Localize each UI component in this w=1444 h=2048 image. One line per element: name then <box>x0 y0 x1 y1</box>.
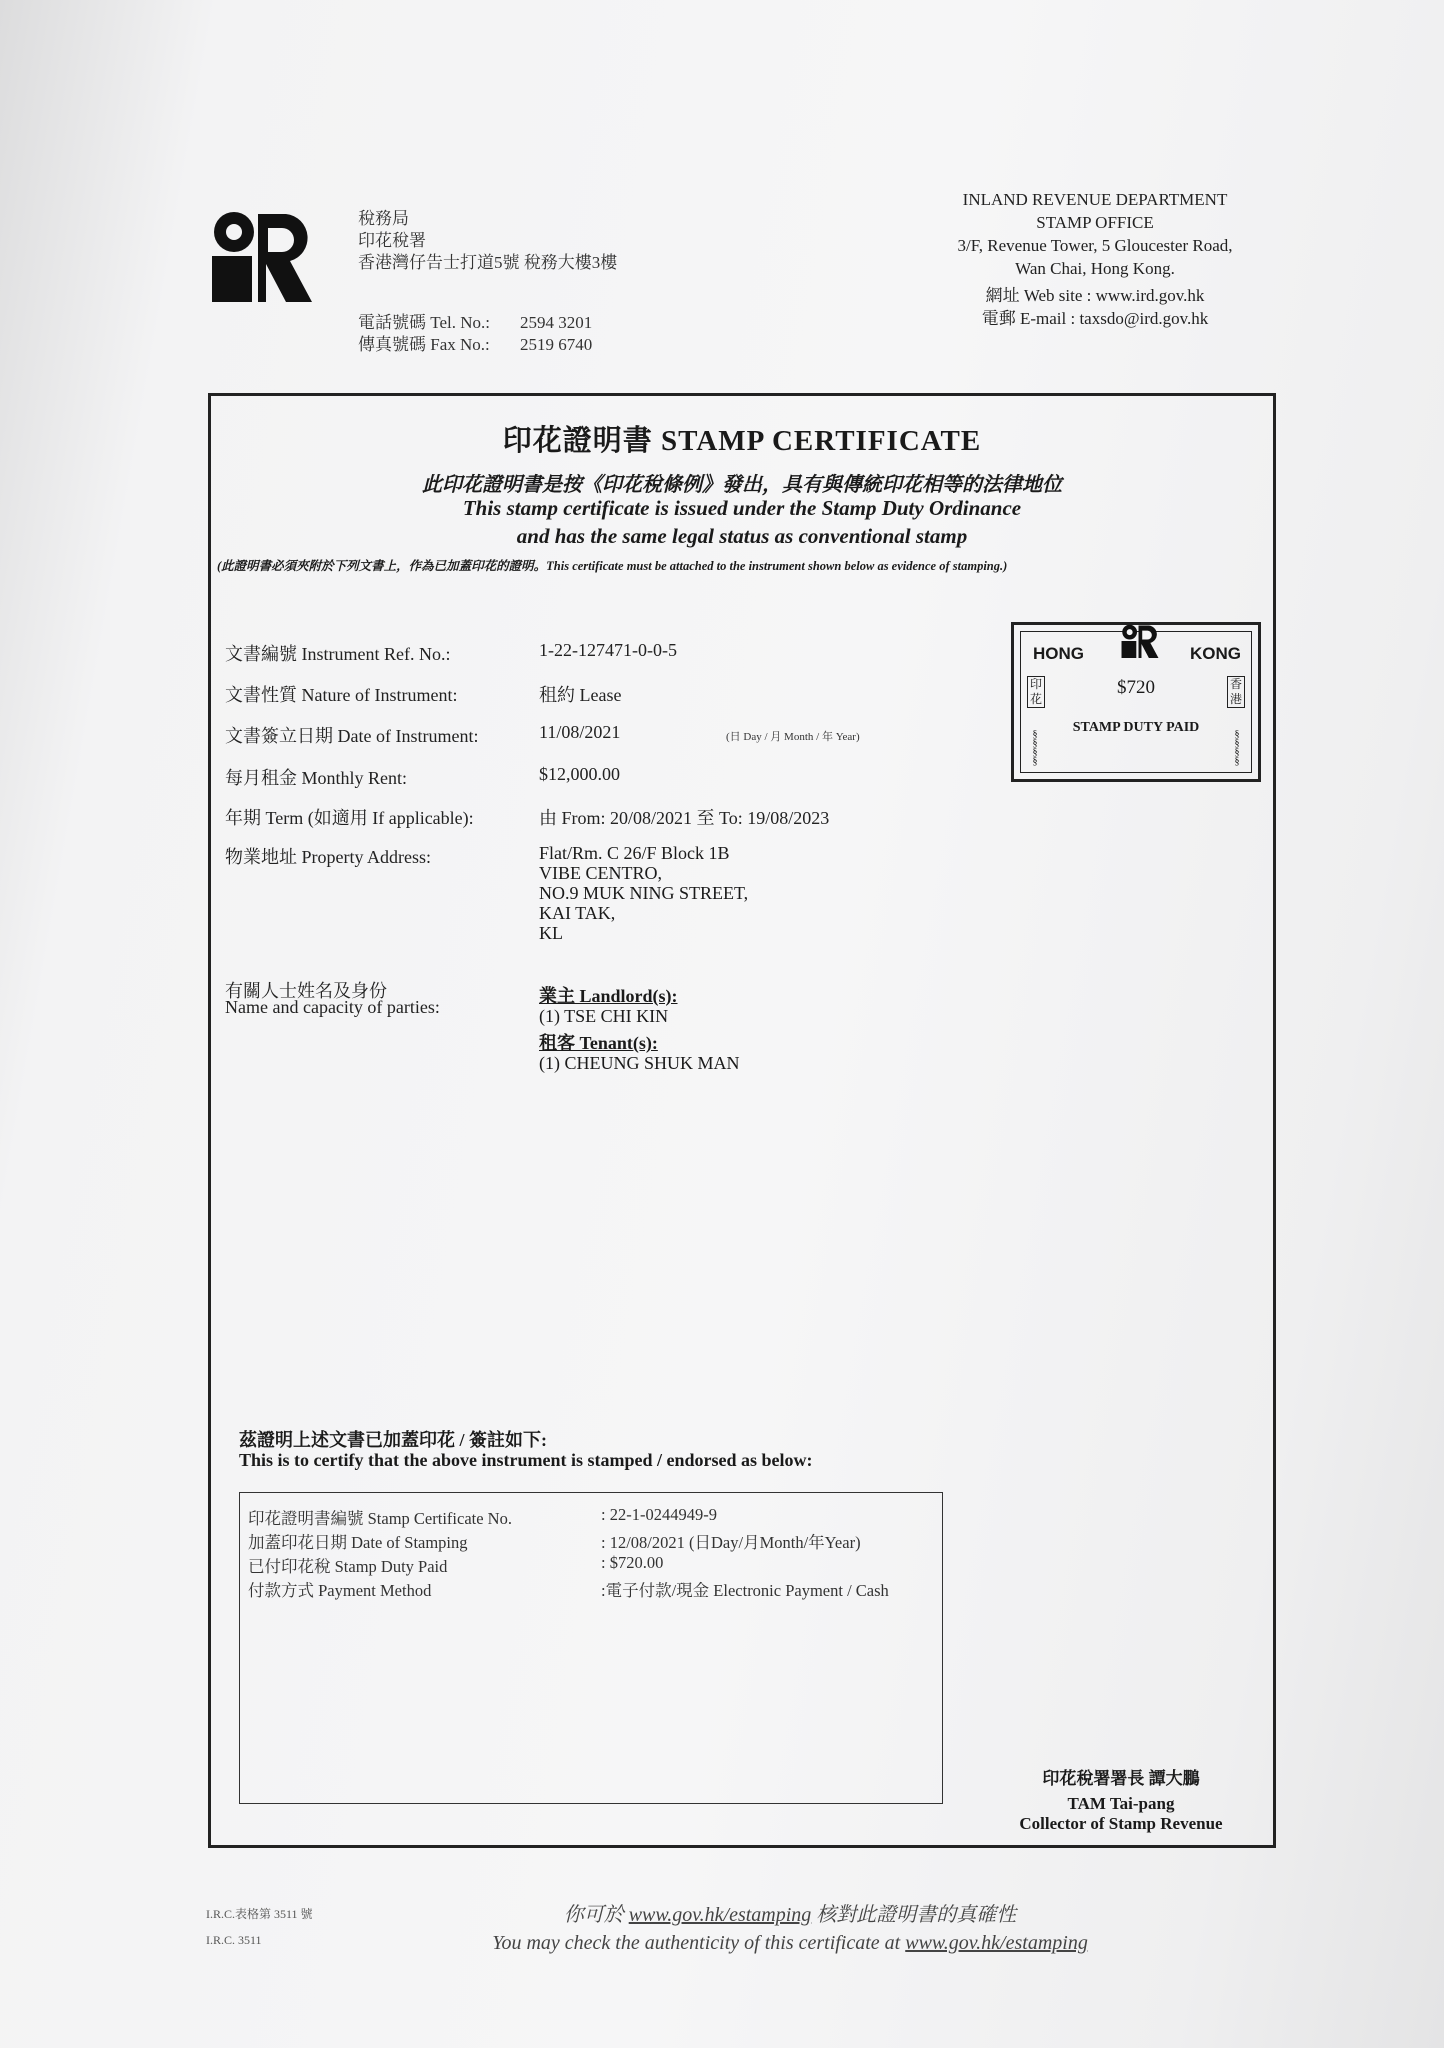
stamp-kong: KONG <box>1190 644 1241 663</box>
ref-value: 1-22-127471-0-0-5 <box>539 640 677 660</box>
stamp-date-value: : 12/08/2021 (日Day/月Month/年Year) <box>601 1533 861 1552</box>
fax-line <box>358 334 617 356</box>
form-number-cn: I.R.C.表格第 3511 號 <box>206 1907 313 1921</box>
tel-value: 2594 3201 <box>520 313 593 332</box>
header-chinese-block <box>358 208 617 356</box>
stamp-paid-text: STAMP DUTY PAID <box>1072 720 1200 735</box>
address-line: KAI TAK, <box>539 903 616 923</box>
rent-value: $12,000.00 <box>539 764 620 784</box>
website: 網址 Web site : www.ird.gov.hk <box>985 286 1205 305</box>
ird-logo-icon <box>212 210 312 302</box>
stamp-ird-logo-icon <box>1117 624 1163 658</box>
stamp-side-right: 香港 <box>1227 676 1245 708</box>
duty-value: : $720.00 <box>601 1553 664 1572</box>
department-name: INLAND REVENUE DEPARTMENT <box>962 190 1228 209</box>
date-label: 文書簽立日期 Date of Instrument: <box>225 726 479 746</box>
collector-name: TAM Tai-pang <box>1067 1794 1175 1813</box>
stamp-date-label: 加蓋印花日期 Date of Stamping <box>248 1533 468 1552</box>
address-line: KL <box>539 923 563 943</box>
footer-check-en <box>290 1932 1290 1955</box>
endorsement-box <box>239 1492 943 1804</box>
attachment-notice: (此證明書必須夾附於下列文書上，作為已加蓋印花的證明。This certificate must be attached to the instrument shown below as evidence of stamping.) <box>217 559 1008 573</box>
parties-label-cn: 有關人士姓名及身份 <box>225 981 387 1001</box>
stamp-knot-icon: § § § § <box>1234 729 1240 767</box>
tel-label: 電話號碼 Tel. No.: <box>358 313 490 332</box>
stamp-hong: HONG <box>1033 644 1084 663</box>
footer-en-pre: You may check the authenticity of this certificate at <box>492 1932 901 1954</box>
stamp-duty-paid-stamp <box>1011 622 1261 782</box>
stamp-side-left: 印花 <box>1027 676 1045 708</box>
header-cn-line: 稅務局 <box>358 209 409 228</box>
address-line: VIBE CENTRO, <box>539 863 662 883</box>
certificate-title: 印花證明書 STAMP CERTIFICATE <box>502 425 982 457</box>
certify-heading-cn: 茲證明上述文書已加蓋印花 / 簽註如下: <box>239 1430 547 1450</box>
nature-label: 文書性質 Nature of Instrument: <box>225 685 458 705</box>
certificate-frame <box>208 393 1276 1848</box>
cert-no-value: : 22-1-0244949-9 <box>601 1505 717 1524</box>
date-value: 11/08/2021 <box>539 722 621 742</box>
ref-label: 文書編號 Instrument Ref. No.: <box>225 644 451 664</box>
landlord-name: (1) TSE CHI KIN <box>539 1006 669 1026</box>
stamp-amount: $720 <box>1117 677 1155 698</box>
nature-value: 租約 Lease <box>539 685 622 705</box>
date-format-hint: (日 Day / 月 Month / 年 Year) <box>726 731 860 743</box>
property-address <box>539 843 748 943</box>
estamping-link[interactable]: www.gov.hk/estamping <box>628 1904 812 1926</box>
email: 電郵 E-mail : taxsdo@ird.gov.hk <box>981 309 1209 328</box>
stamp-inner-border <box>1020 631 1252 773</box>
fax-label: 傳真號碼 Fax No.: <box>358 335 490 354</box>
subtitle-en-2: and has the same legal status as conventional stamp <box>516 524 968 548</box>
footer-cn-post: 核對此證明書的真確性 <box>816 1904 1017 1926</box>
footer-check-cn <box>290 1898 1290 1927</box>
header-cn-line: 印花稅署 <box>358 231 426 250</box>
term-label: 年期 Term (如適用 If applicable): <box>225 808 474 828</box>
fax-value: 2519 6740 <box>520 335 593 354</box>
cert-no-label: 印花證明書編號 Stamp Certificate No. <box>248 1509 512 1528</box>
address-line: Flat/Rm. C 26/F Block 1B <box>539 843 730 863</box>
header-cn-line: 香港灣仔告士打道5號 稅務大樓3樓 <box>358 253 618 272</box>
form-number-en: I.R.C. 3511 <box>206 1933 262 1947</box>
tenant-label: 租客 Tenant(s): <box>539 1033 658 1053</box>
address-line: 3/F, Revenue Tower, 5 Gloucester Road, <box>957 236 1233 255</box>
collector-title-cn: 印花稅署署長 譚大鵬 <box>1042 1769 1200 1788</box>
tenant-name: (1) CHEUNG SHUK MAN <box>539 1053 740 1073</box>
footer-cn-pre: 你可於 <box>563 1904 624 1926</box>
address-line: Wan Chai, Hong Kong. <box>1015 259 1175 278</box>
certify-heading-en: This is to certify that the above instrument is stamped / endorsed as below: <box>239 1450 813 1470</box>
header-english-block <box>915 188 1275 330</box>
method-value: :電子付款/現金 Electronic Payment / Cash <box>601 1581 889 1600</box>
office-name: STAMP OFFICE <box>1036 213 1154 232</box>
tel-line <box>358 312 617 334</box>
subtitle-cn: 此印花證明書是按《印花稅條例》發出，具有與傳統印花相等的法律地位 <box>422 474 1062 496</box>
method-label: 付款方式 Payment Method <box>248 1581 432 1600</box>
address-line: NO.9 MUK NING STREET, <box>539 883 749 903</box>
stamp-knot-icon: § § § § <box>1032 729 1038 767</box>
term-value: 由 From: 20/08/2021 至 To: 19/08/2023 <box>539 808 830 828</box>
parties-label-en: Name and capacity of parties: <box>225 997 440 1017</box>
address-label: 物業地址 Property Address: <box>225 847 431 867</box>
landlord-label: 業主 Landlord(s): <box>539 986 678 1006</box>
rent-label: 每月租金 Monthly Rent: <box>225 768 408 788</box>
duty-label: 已付印花稅 Stamp Duty Paid <box>248 1557 448 1576</box>
collector-title-en: Collector of Stamp Revenue <box>1019 1814 1223 1833</box>
subtitle-en-1: This stamp certificate is issued under the Stamp Duty Ordinance <box>462 496 1022 520</box>
estamping-link[interactable]: www.gov.hk/estamping <box>905 1932 1088 1954</box>
